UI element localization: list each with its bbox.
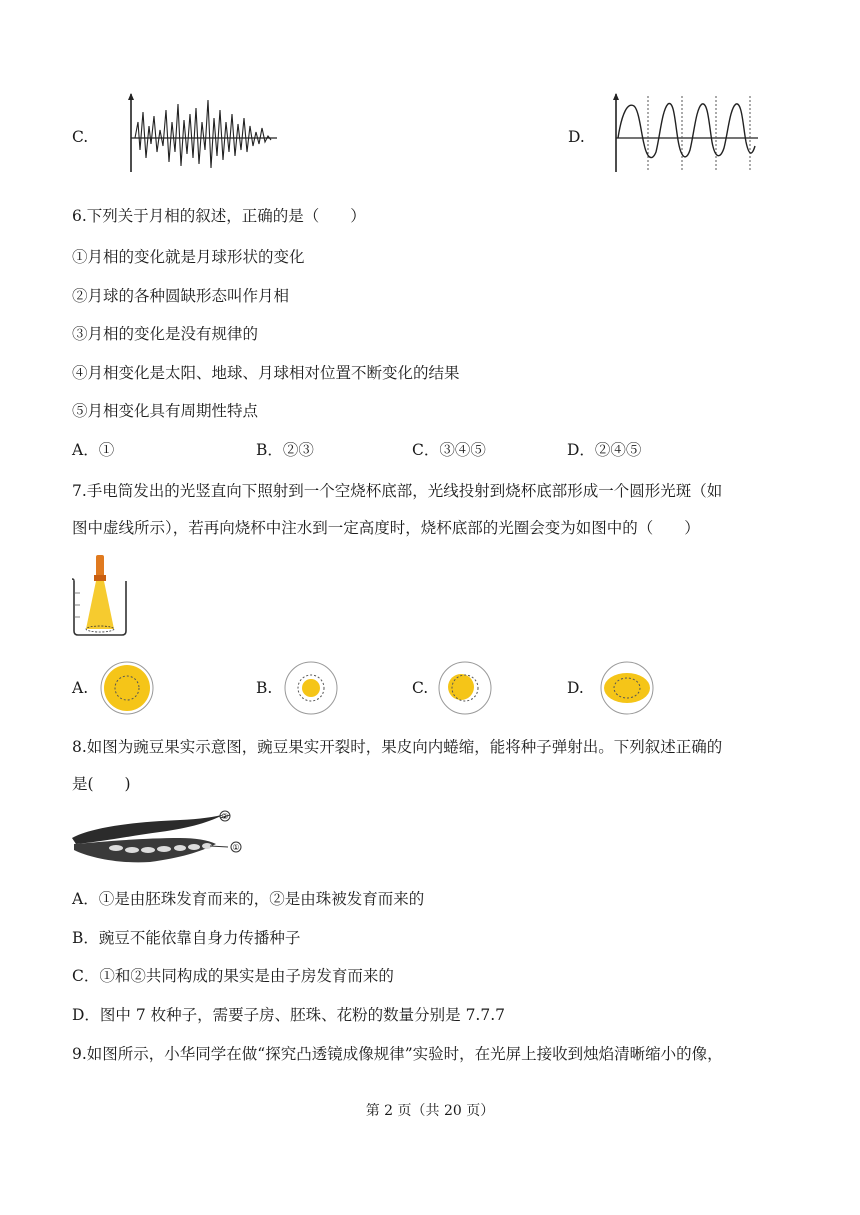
q6-statement-1: ①月相的变化就是月球形状的变化 — [72, 248, 305, 266]
pea-label-1: ① — [232, 843, 240, 852]
q6-option-c: C．③④⑤ — [412, 441, 486, 459]
q7-option-d-spot — [597, 660, 657, 716]
beaker-flashlight-figure — [70, 553, 130, 639]
q6-statement-2: ②月球的各种圆缺形态叫作月相 — [72, 287, 290, 305]
q8-option-c: C．①和②共同构成的果实是由子房发育而来的 — [72, 967, 394, 985]
q6-stem: 6.下列关于月相的叙述，正确的是（ ） — [72, 207, 366, 225]
pea-label-2: ② — [221, 812, 229, 821]
q7-option-b-spot — [283, 660, 339, 716]
q5-waveform-d — [608, 92, 760, 174]
q6-option-a: A．① — [72, 441, 115, 459]
q7-option-a-spot — [99, 660, 155, 716]
q9-stem-line-1: 9.如图所示，小华同学在做“探究凸透镜成像规律”实验时，在光屏上接收到烛焰清晰缩小的像， — [72, 1045, 723, 1063]
q8-option-b: B．豌豆不能依靠自身力传播种子 — [72, 929, 301, 947]
q7-option-d-label: D. — [567, 679, 584, 697]
q6-statement-5: ⑤月相变化具有周期性特点 — [72, 402, 259, 420]
q5-option-c-label: C. — [72, 128, 89, 146]
q7-option-b-label: B. — [256, 679, 273, 697]
q7-stem-line-1: 7.手电筒发出的光竖直向下照射到一个空烧杯底部，光线投射到烧杯底部形成一个圆形光斑（如 — [72, 482, 723, 500]
q8-option-a: A．①是由胚珠发育而来的，②是由珠被发育而来的 — [72, 890, 425, 908]
q6-option-b: B．②③ — [256, 441, 314, 459]
q8-stem-line-1: 8.如图为豌豆果实示意图，豌豆果实开裂时，果皮向内蜷缩，能将种子弹射出。下列叙述正确的 — [72, 738, 723, 756]
q8-option-d: D．图中 7 枚种子，需要子房、胚珠、花粉的数量分别是 7.7.7 — [72, 1006, 506, 1024]
q8-stem-line-2: 是( ) — [72, 775, 131, 793]
q5-waveform-c — [125, 92, 280, 174]
q6-statement-3: ③月相的变化是没有规律的 — [72, 325, 259, 343]
pea-pod-figure — [70, 808, 250, 870]
q7-stem-line-2: 图中虚线所示），若再向烧杯中注水到一定高度时，烧杯底部的光圈会变为如图中的（ ） — [72, 519, 700, 537]
q6-option-d: D．②④⑤ — [567, 441, 642, 459]
q7-option-c-spot — [437, 660, 493, 716]
q7-option-c-label: C. — [412, 679, 429, 697]
q6-statement-4: ④月相变化是太阳、地球、月球相对位置不断变化的结果 — [72, 364, 460, 382]
q5-option-d-label: D. — [568, 128, 585, 146]
q7-option-a-label: A. — [72, 679, 89, 697]
page-footer: 第 2 页（共 20 页） — [365, 1103, 495, 1119]
